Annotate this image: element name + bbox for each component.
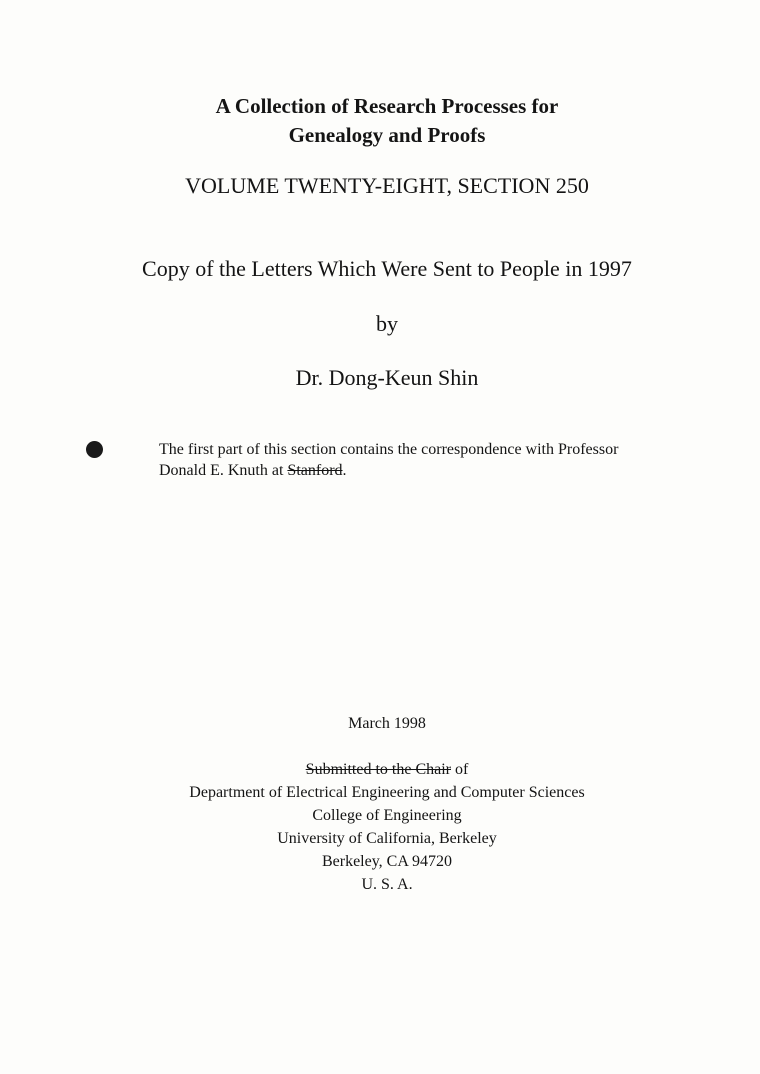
- title-line-1: A Collection of Research Processes for: [215, 94, 559, 118]
- note-suffix: .: [342, 462, 347, 479]
- note-prefix: Donald E. Knuth at: [159, 462, 288, 479]
- submitted-struck-text: Submitted to the Chair: [305, 761, 451, 778]
- volume-heading: VOLUME TWENTY-EIGHT, SECTION 250: [185, 173, 589, 198]
- note-struck-word: Stanford: [287, 462, 343, 479]
- submitted-suffix: of: [451, 761, 469, 778]
- submitted-line: [0, 758, 760, 781]
- submission-date: March 1998: [348, 715, 426, 732]
- bullet-dot-icon: [86, 441, 103, 458]
- section-note: [159, 439, 719, 481]
- university-line: University of California, Berkeley: [277, 830, 497, 847]
- city-line: Berkeley, CA 94720: [321, 853, 453, 870]
- author-name: Dr. Dong-Keun Shin: [295, 365, 479, 390]
- section-note-line-2: [159, 460, 719, 481]
- department-line: Department of Electrical Engineering and Computer Sciences: [189, 784, 585, 801]
- college-line: College of Engineering: [312, 807, 462, 824]
- title-line-2: Genealogy and Proofs: [288, 123, 486, 147]
- by-label: by: [376, 311, 398, 336]
- country-line: U. S. A.: [361, 876, 413, 893]
- section-note-line-1: The first part of this section contains the correspondence with Professor: [159, 441, 619, 458]
- subject-heading: Copy of the Letters Which Were Sent to People in 1997: [142, 256, 632, 281]
